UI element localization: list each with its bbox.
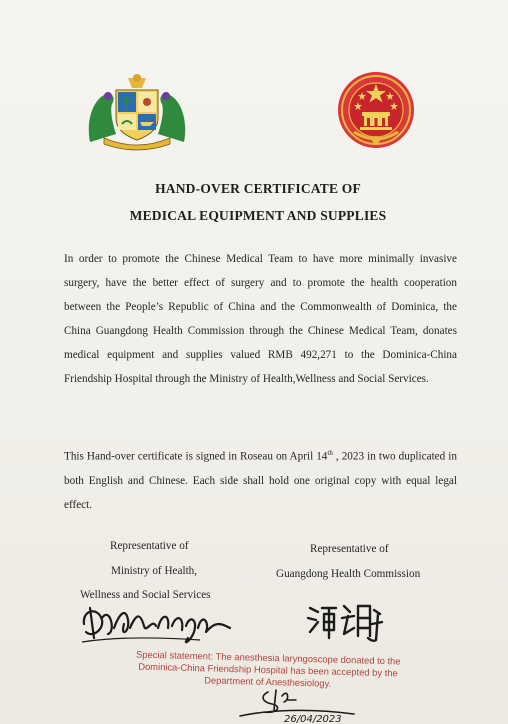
right-signatory-label-1: Representative of [310, 543, 389, 555]
left-signatory-label-3: Wellness and Social Services [80, 589, 211, 601]
certificate-title-line2: MEDICAL EQUIPMENT AND SUPPLIES [129, 208, 387, 223]
svg-text:26/04/2023: 26/04/2023 [284, 714, 342, 724]
left-signature [80, 598, 240, 650]
acceptance-signature [238, 686, 358, 724]
body-paragraph-2-text-cont: , 2023 in two duplicated in both English and Chinese. Each side shall hold one original copy with equal legal effect. [64, 450, 457, 511]
body-paragraph-2 [64, 441, 457, 517]
body-paragraph-1: In order to promote the Chinese Medical Team to have more minimally invasive surgery, have the better effect of surgery and to promote the health cooperation between the People’s Republic of China and the Commonwealth of Dominica, the China Guangdong Health Commission through the Chinese Medical Team, donates medical equipment and supplies valued RMB 492,271 to the Dominica-China Friendship Hospital through the Ministry of Health,Wellness and Social Services. [64, 253, 457, 385]
body-paragraph-2-text: This Hand-over certificate is signed in Roseau on April 14 [64, 450, 328, 463]
left-signatory-label-2: Ministry of Health, [111, 565, 198, 577]
certificate-title-line1: HAND-OVER CERTIFICATE OF [155, 181, 361, 196]
dominica-coat-of-arms-icon [82, 72, 192, 152]
ordinal-suffix: th [327, 449, 333, 457]
right-signatory-label-2: Guangdong Health Commission [276, 568, 421, 580]
china-national-emblem-icon [336, 70, 416, 152]
special-statement-stamp: Special statement: The anesthesia laryngoscope donated to the Dominica-China Friendship Hospital has been accepted by the Department of Anesthesiology. [135, 648, 401, 689]
left-signatory-label-1: Representative of [110, 540, 189, 552]
right-signature [304, 600, 384, 644]
